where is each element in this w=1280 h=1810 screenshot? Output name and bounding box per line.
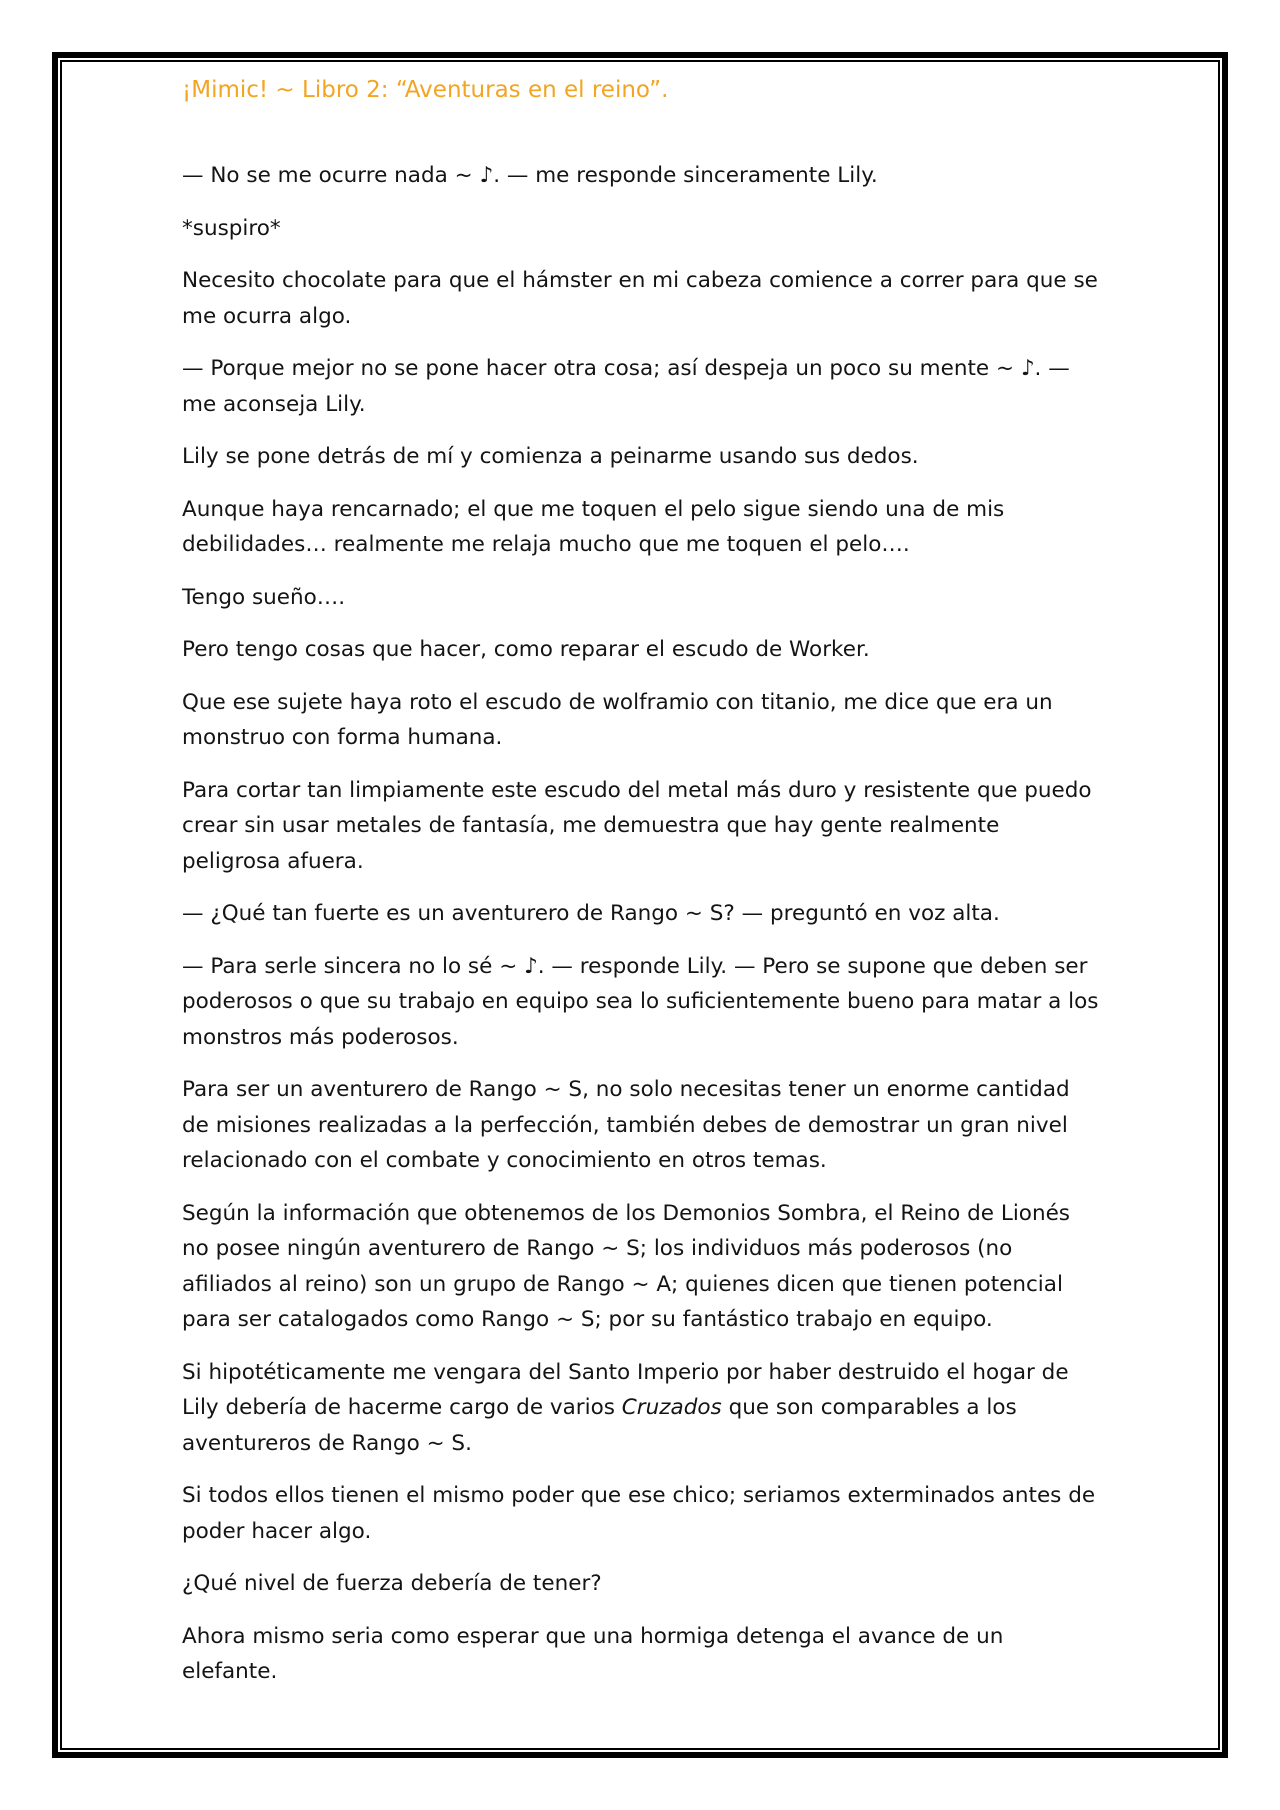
paragraph: Ahora mismo seria como esperar que una hormiga detenga el avance de un elefante. xyxy=(182,1623,1004,1684)
paragraph: Que ese sujete haya roto el escudo de wolframio con titanio, me dice que era un monstruo con forma humana. xyxy=(182,689,1053,750)
paragraph: — Para serle sincera no lo sé ~ ♪. — responde Lily. — Pero se supone que deben ser poderosos o que su trabajo en equipo sea lo suficientemente bueno para matar a los monstros más poderosos. xyxy=(182,953,1099,1050)
italic-term: Cruzados xyxy=(621,1395,722,1420)
paragraph: Si todos ellos tienen el mismo poder que ese chico; seriamos exterminados antes de poder hacer algo. xyxy=(182,1483,1096,1544)
paragraph: ¿Qué nivel de fuerza debería de tener? xyxy=(182,1571,602,1596)
paragraph: — Porque mejor no se pone hacer otra cosa; así despeja un poco su mente ~ ♪. — me aconseja Lily. xyxy=(182,356,1070,417)
paragraph: Pero tengo cosas que hacer, como reparar el escudo de Worker. xyxy=(182,637,870,662)
paragraph: Para cortar tan limpiamente este escudo del metal más duro y resistente que puedo crear sin usar metales de fantasía, me demuestra que hay gente realmente peligrosa afuera. xyxy=(182,777,1092,874)
paragraph-text: Si hipotéticamente me vengara del Santo Imperio por haber destruido el hogar de Lily debería de hacerme cargo de varios xyxy=(182,1359,1069,1420)
paragraph: Para ser un aventurero de Rango ~ S, no solo necesitas tener un enorme cantidad de misiones realizadas a la perfección, también debes de demostrar un gran nivel relacionado con el combate y conocimiento en otros temas. xyxy=(182,1077,1070,1173)
paragraph: Según la información que obtenemos de los Demonios Sombra, el Reino de Lionés no posee ningún aventurero de Rango ~ S; los individuos más poderosos (no afiliados al reino) son un grupo de Rango ~ A; quienes dicen que tienen potencial para ser catalogados como Rango ~ S; por su fantástico trabajo en equipo. xyxy=(182,1200,1070,1332)
paragraph: Aunque haya rencarnado; el que me toquen el pelo sigue siendo una de mis debilidades… realmente me relaja mucho que me toquen el pelo…. xyxy=(182,496,1005,557)
paragraph-text: que son comparables a los aventureros de Rango ~ S. xyxy=(182,1395,1017,1456)
paragraph: — ¿Qué tan fuerte es un aventurero de Rango ~ S? — preguntó en voz alta. xyxy=(182,901,1000,926)
paragraph: Necesito chocolate para que el hámster en mi cabeza comience a correr para que se me ocurra algo. xyxy=(182,268,1098,329)
paragraph: *suspiro* xyxy=(182,215,281,241)
page-content xyxy=(182,72,1102,1707)
paragraph: Tengo sueño…. xyxy=(182,584,346,610)
paragraph: Lily se pone detrás de mí y comienza a peinarme usando sus dedos. xyxy=(182,444,919,469)
book-header-title: ¡Mimic! ~ Libro 2: “Aventuras en el reino”. xyxy=(182,77,669,103)
paragraph: — No se me ocurre nada ~ ♪. — me responde sinceramente Lily. xyxy=(182,163,878,188)
paragraph-with-italic xyxy=(182,1355,1102,1462)
